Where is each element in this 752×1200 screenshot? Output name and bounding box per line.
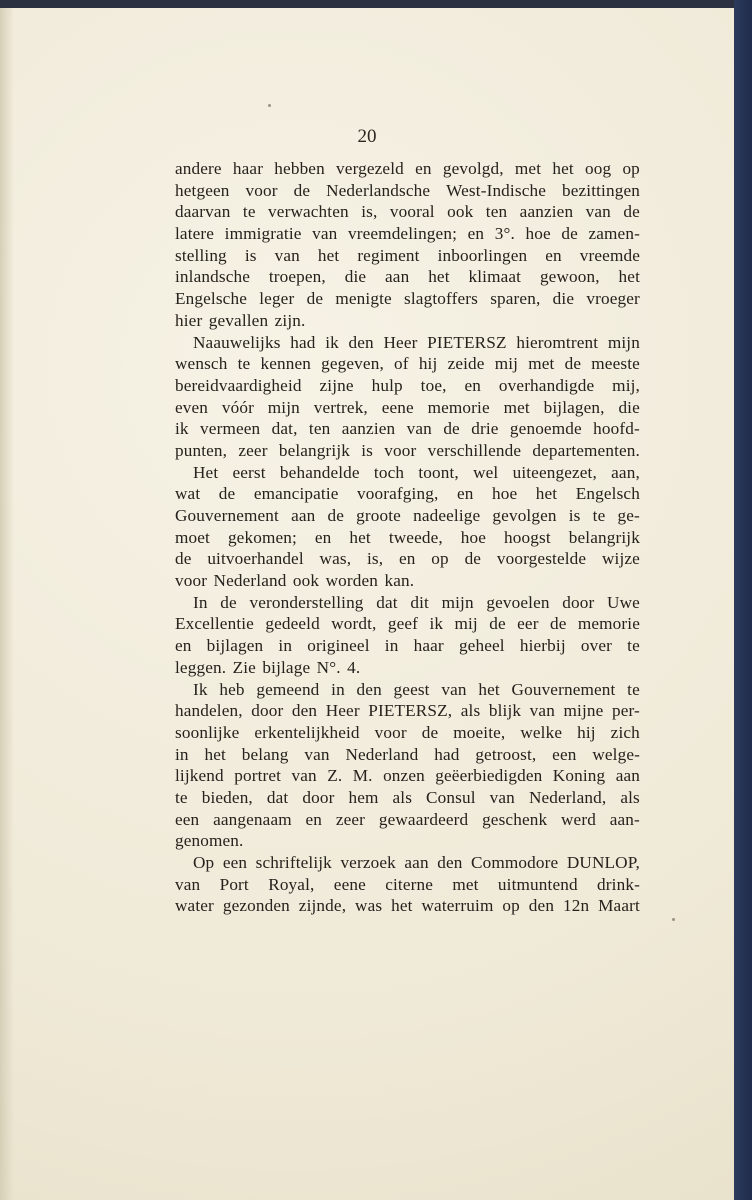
text-line: en bijlagen in origineel in haar geheel hierbij over te bbox=[175, 636, 640, 656]
text-line: Engelsche leger de menigte slagtoffers sparen, die vroeger bbox=[175, 289, 640, 309]
text-line: daarvan te verwachten is, vooral ook ten aanzien van de bbox=[175, 202, 640, 222]
page-gutter-shadow bbox=[0, 8, 14, 1200]
text-line: Excellentie gedeeld wordt, geef ik mij de eer de memorie bbox=[175, 614, 640, 634]
text-line: even vóór mijn vertrek, eene memorie met bijlagen, die bbox=[175, 397, 640, 417]
text-line: latere immigratie van vreemdelingen; en 3°. hoe de zamen- bbox=[175, 224, 640, 244]
text-line: Op een schriftelijk verzoek aan den Commodore DUNLOP, bbox=[193, 853, 640, 872]
text-line: andere haar hebben vergezeld en gevolgd, met het oog op bbox=[175, 159, 640, 178]
text-line: stelling is van het regiment inboorlingen en vreemde bbox=[175, 245, 640, 265]
text-line: hier gevallen zijn. bbox=[175, 310, 306, 330]
top-bar bbox=[0, 0, 752, 8]
text-line: Naauwelijks had ik den Heer PIETERSZ hieromtrent mijn bbox=[193, 332, 640, 352]
text-line: punten, zeer belangrijk is voor verschillende departementen. bbox=[175, 440, 640, 460]
text-line: wensch te kennen gegeven, of hij zeide mij met de meeste bbox=[175, 354, 640, 374]
text-line: bereidvaardigheid zijne hulp toe, en overhandigde mij, bbox=[175, 375, 640, 395]
paper-speck bbox=[672, 918, 675, 921]
text-line: ik vermeen dat, ten aanzien van de drie genoemde hoofd- bbox=[175, 419, 640, 439]
text-line: lijkend portret van Z. M. onzen geëerbiedigden Koning aan bbox=[175, 766, 640, 786]
text-line: een aangenaam en zeer gewaardeerd geschenk werd aan- bbox=[175, 809, 640, 829]
text-line: voor Nederland ook worden kan. bbox=[175, 571, 415, 591]
text-line: leggen. Zie bijlage N°. 4. bbox=[175, 657, 361, 677]
text-line: water gezonden zijnde, was het waterruim op den 12n Maart bbox=[175, 896, 640, 916]
text-line: Het eerst behandelde toch toont, wel uiteengezet, aan, bbox=[193, 462, 640, 482]
right-edge-strip bbox=[734, 0, 752, 1200]
text-line: moet gekomen; en het tweede, hoe hoogst belangrijk bbox=[175, 527, 640, 547]
text-line: soonlijke erkentelijkheid voor de moeite, welke hij zich bbox=[175, 722, 640, 742]
text-line: de uitvoerhandel was, is, en op de voorgestelde wijze bbox=[175, 549, 640, 569]
text-line: van Port Royal, eene citerne met uitmuntend drink- bbox=[175, 874, 640, 894]
text-line: hetgeen voor de Nederlandsche West-Indische bezittingen bbox=[175, 180, 640, 200]
text-line: in het belang van Nederland had getroost, een welge- bbox=[175, 744, 640, 764]
body-text bbox=[175, 158, 640, 917]
text-line: handelen, door den Heer PIETERSZ, als blijk van mijne per- bbox=[175, 701, 640, 721]
text-line: Ik heb gemeend in den geest van het Gouvernement te bbox=[193, 679, 640, 699]
text-line: Gouvernement aan de groote nadeelige gevolgen is te ge- bbox=[175, 506, 640, 525]
page-number: 20 bbox=[357, 126, 377, 147]
text-line: inlandsche troepen, die aan het klimaat gewoon, het bbox=[175, 267, 640, 287]
paper-speck bbox=[268, 104, 271, 107]
text-line: genomen. bbox=[175, 831, 244, 851]
text-line: wat de emancipatie voorafging, en hoe het Engelsch bbox=[175, 484, 640, 504]
text-line: In de veronderstelling dat dit mijn gevoelen door Uwe bbox=[193, 592, 640, 612]
text-line: te bieden, dat door hem als Consul van Nederland, als bbox=[175, 787, 640, 807]
